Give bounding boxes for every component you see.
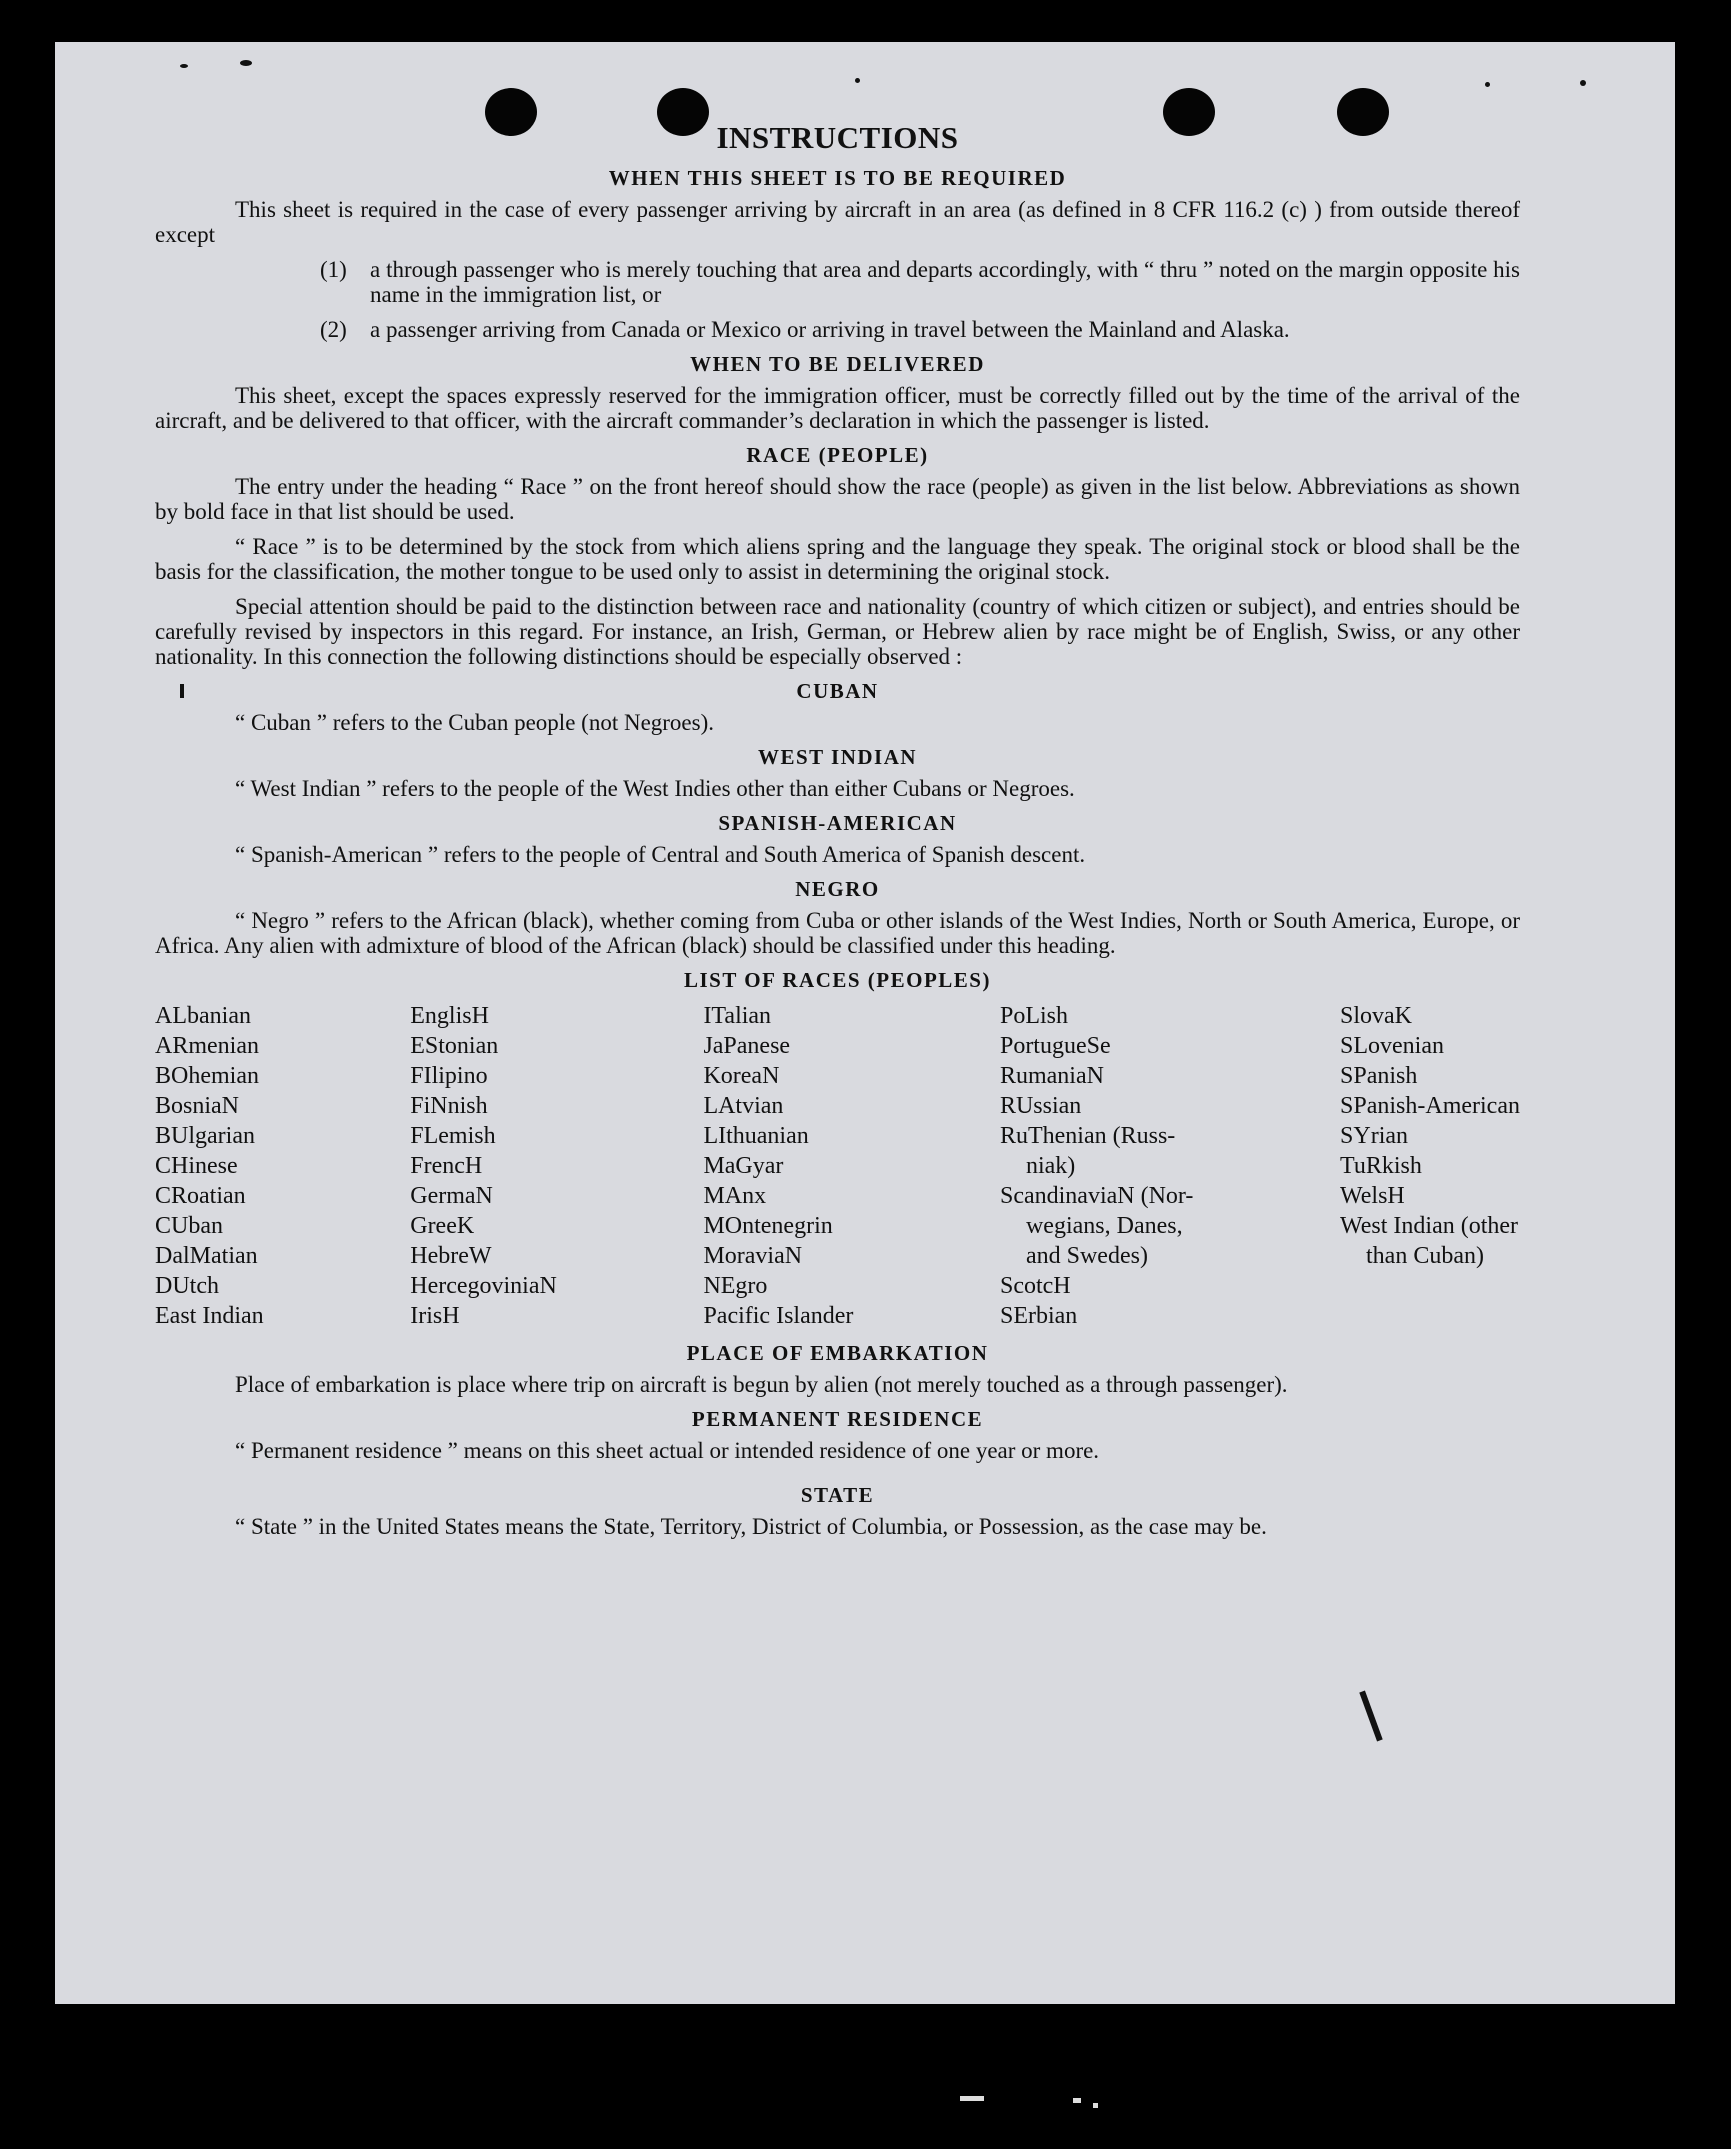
speck	[1580, 80, 1586, 86]
races-column	[155, 1001, 264, 1331]
list-item: RumaniaN	[999, 1063, 1104, 1089]
speck	[180, 64, 188, 68]
cuban-text: “ Cuban ” refers to the Cuban people (not Negroes).	[235, 710, 715, 735]
item-number: (1)	[320, 257, 347, 282]
list-item: ARmenian	[155, 1033, 259, 1059]
list-item: Pacific Islander	[703, 1303, 854, 1329]
document-content	[155, 120, 1520, 1539]
section-heading-state: STATE	[800, 1483, 875, 1507]
list-item: DUtch	[155, 1273, 219, 1299]
section-heading-negro: NEGRO	[795, 877, 880, 901]
list-item: ScandinaviaN (Nor-	[999, 1183, 1194, 1209]
speck	[855, 78, 860, 83]
item-number: (2)	[320, 317, 347, 342]
list-item: SLovenian	[1340, 1033, 1444, 1059]
list-item: RUssian	[999, 1093, 1082, 1119]
list-item: LIthuanian	[703, 1123, 809, 1149]
embarkation-text: Place of embarkation is place where trip on aircraft is begun by alien (not merely touched as a through passenger).	[235, 1372, 1288, 1397]
residence-text: “ Permanent residence ” means on this sheet actual or intended residence of one year or more.	[235, 1438, 1100, 1463]
list-item: GreeK	[410, 1213, 475, 1239]
list-item: HercegoviniaN	[410, 1273, 557, 1299]
list-item: MaGyar	[703, 1153, 784, 1179]
list-item: MOntenegrin	[703, 1213, 833, 1239]
speck	[1073, 2098, 1081, 2103]
item-text: a passenger arriving from Canada or Mexico or arriving in travel between the Mainland and Alaska.	[370, 317, 1290, 342]
race-paragraph-2: “ Race ” is to be determined by the stock from which aliens spring and the language they speak. The original stock or blood shall be the basis for the classification, the mother tongue to be used only to assist in determining the original stock.	[155, 534, 1520, 584]
list-item: IrisH	[410, 1303, 460, 1329]
section-heading-west-indian: WEST INDIAN	[757, 745, 918, 769]
list-item: EStonian	[410, 1033, 499, 1059]
list-item: LAtvian	[703, 1093, 784, 1119]
item-text: a through passenger who is merely touching that area and departs accordingly, with “ thru ” noted on the margin opposite his name in the immigration list, or	[370, 257, 1520, 307]
list-item: PoLish	[999, 1003, 1068, 1029]
delivered-text: This sheet, except the spaces expressly reserved for the immigration officer, must be correctly filled out by the time of the arrival of the aircraft, and be delivered to that officer, with the aircraft commander’s declaration in which the passenger is listed.	[155, 383, 1520, 433]
speck	[1093, 2103, 1098, 2108]
section-heading-residence: PERMANENT RESIDENCE	[691, 1407, 984, 1431]
section-heading-list: LIST OF RACES (PEOPLES)	[684, 968, 991, 992]
list-item: KoreaN	[703, 1063, 780, 1089]
required-intro: This sheet is required in the case of every passenger arriving by aircraft in an area (as defined in 8 CFR 116.2 (c) ) from outside thereof except	[155, 197, 1520, 247]
speck	[960, 2096, 984, 2101]
list-item: BUlgarian	[155, 1123, 255, 1149]
race-paragraph-3: Special attention should be paid to the distinction between race and nationality (country of which citizen or subject), and entries should be carefully revised by inspectors in this regard. For instance, an Irish, German, or Hebrew alien by race might be of English, Swiss, or any other nationality. In this connection the following distinctions should be especially observed :	[155, 594, 1520, 669]
list-item: GermaN	[410, 1183, 493, 1209]
list-item: FIlipino	[410, 1063, 488, 1089]
list-item: RuThenian (Russ-	[999, 1123, 1176, 1149]
list-item: ScotcH	[999, 1273, 1071, 1299]
list-item: SPanish	[1340, 1063, 1418, 1089]
list-item: CUban	[155, 1213, 223, 1239]
west-indian-text: “ West Indian ” refers to the people of the West Indies other than either Cubans or Negroes.	[235, 776, 1075, 801]
race-paragraph-1: The entry under the heading “ Race ” on the front hereof should show the race (people) as given in the list below. Abbreviations as shown by bold face in that list should be used.	[155, 474, 1520, 524]
list-item: niak)	[1025, 1153, 1076, 1179]
list-item: DalMatian	[155, 1243, 258, 1269]
list-item: than Cuban)	[1366, 1243, 1484, 1269]
list-item: TuRkish	[1340, 1153, 1422, 1179]
races-column	[410, 1001, 557, 1331]
list-item: PortugueSe	[999, 1033, 1111, 1059]
races-column	[1340, 1001, 1520, 1331]
list-item: MAnx	[703, 1183, 767, 1209]
negro-text: “ Negro ” refers to the African (black), whether coming from Cuba or other islands of the West Indies, North or South America, Europe, or Africa. Any alien with admixture of blood of the African (black) should be classified under this heading.	[155, 908, 1520, 958]
list-item: SYrian	[1340, 1123, 1409, 1149]
section-heading-spanish-american: SPANISH-AMERICAN	[718, 811, 957, 835]
list-item: East Indian	[155, 1303, 264, 1329]
list-item	[320, 317, 1520, 342]
list-item: WelsH	[1340, 1183, 1405, 1209]
section-heading-embarkation: PLACE OF EMBARKATION	[686, 1341, 989, 1365]
list-item: ITalian	[703, 1003, 772, 1029]
list-item: CHinese	[155, 1153, 238, 1179]
races-column	[1000, 1001, 1193, 1331]
section-heading-required: WHEN THIS SHEET IS TO BE REQUIRED	[608, 166, 1067, 190]
list-item	[320, 257, 1520, 307]
list-item: SErbian	[999, 1303, 1078, 1329]
list-item: SlovaK	[1340, 1003, 1413, 1029]
list-item: SPanish-American	[1340, 1093, 1520, 1119]
section-heading-delivered: WHEN TO BE DELIVERED	[690, 352, 985, 376]
speck	[1485, 82, 1490, 87]
section-heading-cuban: CUBAN	[796, 679, 879, 703]
list-item: JaPanese	[703, 1033, 791, 1059]
speck	[240, 60, 252, 66]
spanish-american-text: “ Spanish-American ” refers to the people of Central and South America of Spanish descent.	[235, 842, 1086, 867]
page-title: INSTRUCTIONS	[716, 120, 959, 155]
list-item: NEgro	[703, 1273, 768, 1299]
races-column	[703, 1001, 853, 1331]
list-item: HebreW	[410, 1243, 492, 1269]
state-text: “ State ” in the United States means the State, Territory, District of Columbia, or Possession, as the case may be.	[235, 1514, 1267, 1539]
list-item: BosniaN	[155, 1093, 239, 1119]
list-item: West Indian (other	[1340, 1213, 1519, 1239]
list-item: wegians, Danes,	[1025, 1213, 1183, 1239]
list-item: and Swedes)	[1025, 1243, 1148, 1269]
list-item: EnglisH	[410, 1003, 489, 1029]
list-item: FLemish	[410, 1123, 496, 1149]
list-item: MoraviaN	[703, 1243, 803, 1269]
list-item: ALbanian	[155, 1003, 251, 1029]
list-item: FiNnish	[410, 1093, 488, 1119]
section-heading-race: RACE (PEOPLE)	[746, 443, 929, 467]
races-list	[155, 1001, 1520, 1331]
list-item: CRoatian	[155, 1183, 246, 1209]
list-item: BOhemian	[155, 1063, 259, 1089]
list-item: FrencH	[410, 1153, 483, 1179]
